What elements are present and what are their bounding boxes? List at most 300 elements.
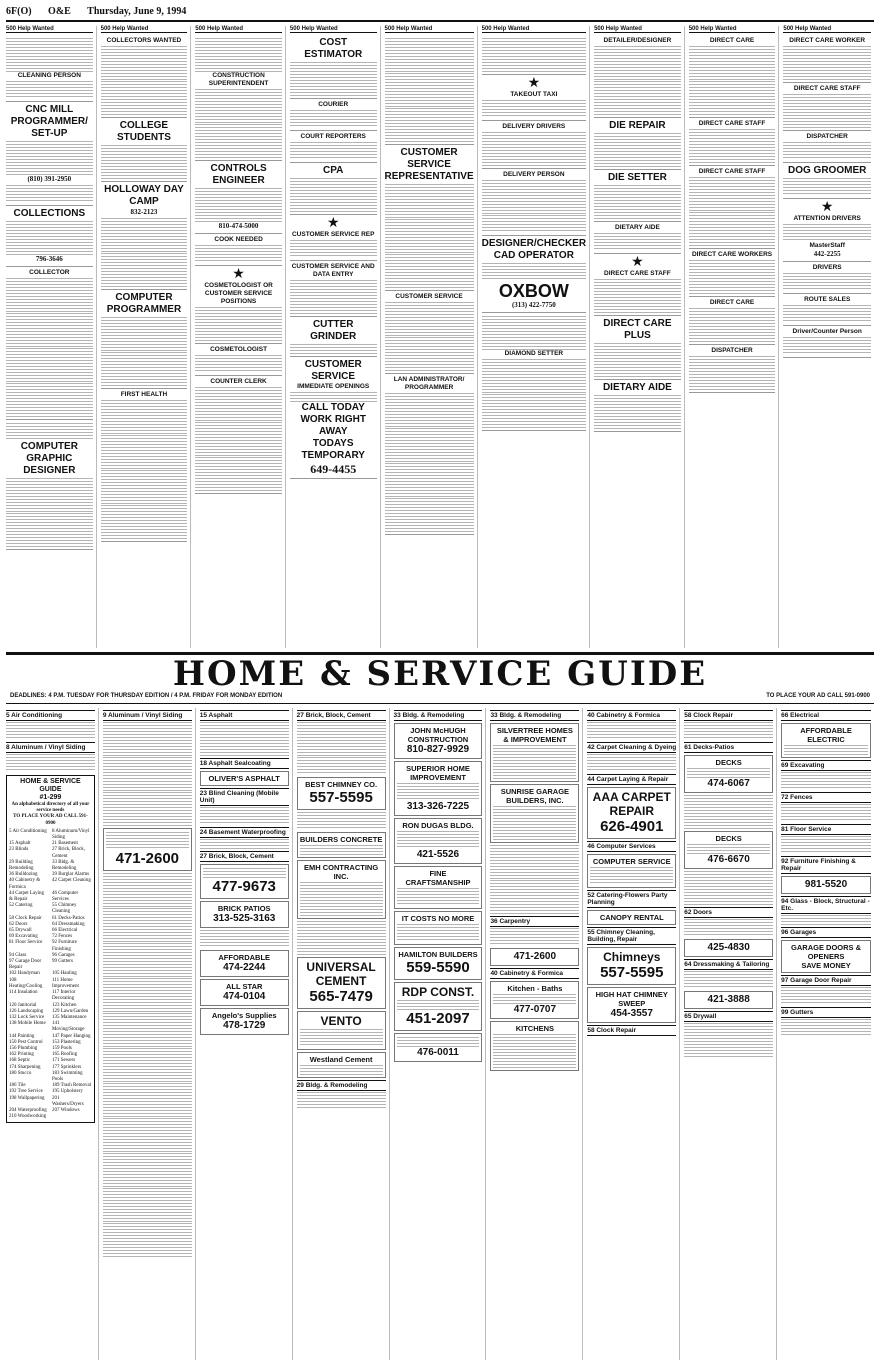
ad-title: COLLECTORS WANTED: [106, 37, 182, 44]
index-item: 195 Upholstery: [51, 1089, 83, 1095]
ad-name: IT COSTS NO MORE: [401, 914, 475, 923]
ad-phone: 451-2097: [406, 1010, 470, 1027]
classified-ad: [594, 380, 681, 432]
service-ad: [781, 940, 871, 973]
index-item: 186 Tile: [9, 1083, 26, 1089]
guide-column-8: [684, 708, 777, 1360]
help-wanted-column-2: [101, 26, 192, 648]
section-heading: 42 Carpet Cleaning & Dyeing: [587, 744, 677, 751]
ad-title: Driver/Counter Person: [792, 328, 862, 335]
help-wanted-column-6: [482, 26, 590, 648]
index-subtitle: An alphabetical directory of all your service needs: [11, 802, 90, 814]
classified-ad: [594, 222, 681, 254]
classified-ad: [689, 297, 776, 345]
service-ad: [394, 947, 483, 980]
ad-phone: 559-5590: [406, 959, 470, 976]
section-heading: 55 Chimney Cleaning, Building, Repair: [587, 927, 676, 945]
classified-ad: [195, 234, 282, 266]
index-item: 27 Brick, Block, Cement: [51, 847, 85, 859]
classified-ad: [594, 35, 681, 118]
ad-name: SAVE MONEY: [801, 961, 851, 970]
index-item: 162 Printing: [9, 1052, 34, 1058]
ad-name: Westland Cement: [309, 1055, 373, 1064]
index-item: 201 Washers/Dryers: [51, 1095, 84, 1107]
classified-ad: [482, 75, 586, 121]
ad-phone: 471-2600: [115, 850, 180, 867]
service-ad: [684, 831, 773, 869]
help-wanted-column-8: [689, 26, 780, 648]
help-wanted-column-3: [195, 26, 286, 648]
ad-phone: (810) 391-2950: [27, 175, 72, 183]
classified-ad: [195, 376, 282, 494]
ad-title: DIETARY AIDE: [615, 224, 660, 231]
index-item: 156 Plumbing: [9, 1045, 38, 1051]
ad-title: IMMEDIATE OPENINGS: [297, 383, 370, 390]
index-item: 171 Sewers: [51, 1058, 76, 1064]
index-item: 183 Swimming Pools: [51, 1070, 83, 1082]
ad-phone: 313-326-7225: [406, 801, 470, 812]
star-icon: ★: [232, 267, 245, 282]
index-item: 105 Hauling: [51, 971, 77, 977]
index-item: 141 Moving/Storage: [51, 1021, 85, 1033]
service-ad: [297, 777, 386, 810]
classified-ad: [6, 35, 93, 102]
index-item: 126 Landscaping: [9, 1008, 44, 1014]
index-item: 165 Roofing: [51, 1052, 78, 1058]
service-ad: [394, 723, 483, 759]
classified-ad: [594, 118, 681, 170]
service-ad: [200, 950, 289, 977]
service-ad: [587, 787, 676, 839]
index-item: 111 Home Improvement: [51, 977, 79, 989]
star-icon: ★: [820, 200, 834, 215]
classified-ad: [195, 344, 282, 376]
ad-title: CONTROLS ENGINEER: [210, 163, 267, 186]
ad-title: LAN ADMINISTRATOR/ PROGRAMMER: [393, 376, 465, 391]
paper-name: O&E: [48, 6, 71, 17]
service-guide-section: [6, 708, 874, 1360]
ad-phone: 476-6670: [707, 854, 750, 865]
ad-title: CNC MILL PROGRAMMER/ SET-UP: [10, 104, 88, 139]
service-ad: [394, 982, 483, 1031]
index-item: 144 Painting: [9, 1033, 35, 1039]
section-heading: 33 Bldg. & Remodeling: [490, 710, 579, 721]
ad-name: DECKS: [715, 758, 742, 767]
service-ad: [297, 957, 386, 1009]
ad-title: OXBOW: [498, 281, 569, 301]
index-item: 21 Basement: [51, 841, 78, 847]
ad-phone: 471-2600: [513, 951, 557, 962]
ad-title: DIRECT CARE STAFF: [698, 168, 766, 175]
ad-name: Chimneys: [603, 950, 661, 964]
classified-ad: [6, 102, 93, 206]
ad-name: BEST CHIMNEY CO.: [305, 780, 378, 789]
section-heading: 27 Brick, Block, Cement: [297, 710, 386, 721]
ad-phone: 474-6067: [707, 778, 750, 789]
index-item: 108 Heating/Cooling: [9, 977, 43, 989]
ad-name: SILVERTREE HOMES & IMPROVEMENT: [496, 726, 573, 744]
service-ad: [394, 761, 483, 816]
ad-title: COURT REPORTERS: [300, 133, 366, 140]
ad-title: CUSTOMER SERVICE: [304, 359, 362, 382]
ad-title: DETAILER/DESIGNER: [603, 37, 672, 44]
service-ad: [200, 771, 289, 786]
ad-name: ALL STAR: [226, 982, 263, 991]
index-item: 132 Lock Service: [9, 1014, 45, 1020]
section-heading: 18 Asphalt Sealcoating: [200, 758, 289, 769]
banner-title: HOME & SERVICE GUIDE: [172, 654, 708, 694]
index-item: 120 Janitorial: [9, 1002, 37, 1008]
ad-name: GARAGE DOORS & OPENERS: [791, 943, 862, 961]
service-ad: [200, 1008, 289, 1035]
section-heading: 92 Furniture Finishing & Repair: [781, 856, 871, 874]
index-item: 96 Garages: [51, 952, 75, 958]
index-title: HOME & SERVICE GUIDE: [20, 778, 81, 793]
ad-name: OLIVER'S ASPHALT: [208, 774, 280, 783]
service-ad: [297, 1011, 386, 1050]
service-ad: [394, 911, 483, 945]
classified-ad: [783, 35, 871, 83]
service-ad: [490, 1021, 579, 1071]
index-item: 72 Fences: [51, 934, 73, 940]
service-ad: [587, 987, 676, 1023]
ad-title: ROUTE SALES: [804, 296, 851, 303]
ad-title: TAKEOUT TAXI: [510, 91, 558, 98]
section-heading: 36 Carpentry: [490, 916, 579, 927]
classified-ad: [783, 131, 871, 163]
classified-ad: [482, 313, 586, 431]
index-item: 192 Tree Service: [9, 1089, 43, 1095]
ad-title: DIRECT CARE STAFF: [793, 85, 861, 92]
classified-ad: [6, 206, 93, 267]
ad-title: CPA: [323, 165, 344, 176]
ad-name: UNIVERSAL CEMENT: [306, 960, 376, 988]
classified-ad: [594, 254, 681, 316]
ad-title: COURIER: [318, 101, 349, 108]
index-item: 44 Carpet Laying & Repair: [9, 890, 44, 903]
index-item: 40 Cabinetry & Formica: [9, 878, 41, 890]
classified-ad: [689, 118, 776, 166]
ad-name: JOHN McHUGH CONSTRUCTION: [407, 726, 469, 744]
service-ad: [587, 854, 676, 888]
ad-phone: 478-1729: [223, 1020, 266, 1031]
ad-title: COUNTER CLERK: [210, 378, 267, 385]
deadlines-text: DEADLINES: 4 P.M. TUESDAY FOR THURSDAY EDITION / 4 P.M. FRIDAY FOR MONDAY EDITION: [10, 693, 283, 699]
star-icon: ★: [527, 76, 541, 91]
ad-title: CUSTOMER SERVICE REP: [291, 231, 375, 238]
help-wanted-column-5: [385, 26, 478, 648]
ad-title: DISPATCHER: [806, 133, 848, 140]
service-ad: [781, 723, 871, 758]
ad-phone: 626-4901: [600, 818, 664, 835]
help-wanted-column-9: [783, 26, 874, 648]
ad-phone: 421-3888: [707, 994, 750, 1005]
ad-phone: 442-2255: [813, 250, 841, 258]
column-heading: 500 Help Wanted: [101, 26, 188, 33]
section-heading: 58 Clock Repair: [587, 1025, 676, 1036]
index-item: 39 Burglar Alarms: [51, 872, 90, 878]
classified-ad: [290, 163, 377, 215]
ad-phone: 796-3646: [35, 255, 63, 263]
ad-title: COSMETOLOGIST: [210, 346, 268, 353]
classified-ad: [689, 166, 776, 249]
ad-phone: 474-2244: [223, 962, 266, 973]
classified-ad: [482, 35, 586, 75]
index-item: 198 Wallpapering: [9, 1095, 45, 1101]
ad-name: DECKS: [715, 834, 742, 843]
ad-title: DOG GROOMER: [788, 165, 867, 176]
service-ad: [684, 991, 773, 1009]
ad-phone: 649-4455: [310, 462, 357, 476]
ad-title: TODAYS TEMPORARY: [301, 438, 365, 461]
ad-title: COST ESTIMATOR: [304, 37, 363, 60]
ad-name: AFFORDABLE ELECTRIC: [800, 726, 852, 744]
index-item: 189 Trash Removal: [51, 1083, 92, 1089]
classified-ad: [689, 35, 776, 118]
ad-phone: 425-4830: [707, 942, 750, 953]
section-heading: 15 Asphalt: [200, 710, 289, 721]
classified-ad: [290, 357, 377, 479]
section-heading: 44 Carpet Laying & Repair: [587, 774, 676, 785]
ad-phone: 832-2123: [130, 208, 158, 216]
index-item: 177 Sprinklers: [51, 1064, 82, 1070]
guide-column-3: [200, 708, 293, 1360]
classified-ad: [783, 163, 871, 199]
ad-phone: 477-0707: [513, 1004, 557, 1015]
section-heading: 29 Bldg. & Remodeling: [297, 1080, 386, 1091]
ad-title: COOK NEEDED: [214, 236, 263, 243]
section-heading: 5 Air Conditioning: [6, 710, 95, 721]
service-ad: [297, 860, 386, 919]
ad-name: AFFORDABLE: [218, 953, 271, 962]
ad-title: COLLECTOR: [29, 269, 70, 276]
help-wanted-column-4: [290, 26, 381, 648]
section-heading: 65 Drywall: [684, 1011, 773, 1022]
ad-phone: 981-5520: [804, 879, 848, 890]
service-ad: [684, 939, 773, 957]
service-ad: [587, 947, 676, 985]
ad-title: COSMETOLOGIST OR CUSTOMER SERVICE POSITIONS: [204, 282, 273, 305]
index-item: 64 Dressmaking: [51, 921, 85, 927]
classified-ad: [101, 182, 188, 290]
index-item: 174 Sharpening: [9, 1064, 41, 1070]
ad-name: CANOPY RENTAL: [599, 913, 664, 922]
index-item: 135 Maintenance: [51, 1014, 87, 1020]
classified-ad: [290, 317, 377, 357]
ad-name: SUPERIOR HOME IMPROVEMENT: [406, 764, 470, 782]
ad-title: DESIGNER/CHECKER CAD OPERATOR: [481, 238, 587, 261]
ad-phone: 565-7479: [309, 988, 373, 1005]
index-item: 36 Bulldozing: [9, 872, 38, 878]
section-heading: 46 Computer Services: [587, 841, 676, 852]
ad-title: FIRST HEALTH: [120, 391, 168, 398]
index-item: 147 Paper Hanging: [51, 1033, 91, 1039]
guide-column-6: [490, 708, 583, 1360]
classified-ad: [290, 35, 377, 99]
service-ad: [200, 979, 289, 1006]
ad-title: CLEANING PERSON: [17, 72, 81, 79]
index-item: 204 Waterproofing: [9, 1107, 47, 1113]
guide-column-9: [781, 708, 874, 1360]
index-item: 92 Furniture Finishing: [51, 940, 77, 952]
classified-ad: [6, 267, 93, 420]
index-item: 117 Interior Decorating: [51, 990, 76, 1002]
help-wanted-column-7: [594, 26, 685, 648]
ad-phone: (313) 422-7750: [511, 301, 556, 309]
section-heading: 27 Brick, Block, Cement: [200, 851, 289, 862]
guide-column-2: [103, 708, 196, 1360]
ad-name: BRICK PATIOS: [217, 904, 271, 913]
ad-name: EMH CONTRACTING INC.: [304, 863, 379, 881]
ad-title: DIRECT CARE STAFF: [698, 120, 766, 127]
index-item: 62 Doors: [9, 921, 28, 927]
ad-title: DELIVERY DRIVERS: [502, 123, 566, 130]
help-wanted-section: [6, 26, 874, 648]
classified-ad: [385, 291, 474, 374]
index-item: 8 Aluminum/Vinyl Siding: [51, 828, 90, 841]
classified-ad: [594, 170, 681, 222]
index-item: 153 Plastering: [51, 1039, 81, 1045]
ad-name: SUNRISE GARAGE BUILDERS, INC.: [500, 787, 570, 805]
service-ad: [200, 864, 289, 899]
index-item: 207 Windows: [51, 1107, 80, 1113]
ad-title: DIRECT CARE: [709, 37, 755, 44]
ad-name: BUILDERS CONCRETE: [299, 835, 383, 844]
classified-ad: [482, 236, 586, 313]
ad-name: AAA CARPET REPAIR: [592, 790, 671, 818]
ad-phone: 454-3557: [610, 1008, 653, 1019]
section-heading: 52 Catering-Flowers Party Planning: [587, 890, 676, 908]
service-ad: [781, 876, 871, 894]
service-ad: [103, 828, 192, 871]
index-item: 114 Insulation: [9, 990, 38, 996]
ad-title: COMPUTER PROGRAMMER: [106, 292, 182, 315]
section-heading: 8 Aluminum / Vinyl Siding: [6, 742, 95, 753]
index-code: #1-299: [39, 794, 62, 801]
section-heading: 33 Bldg. & Remodeling: [394, 710, 483, 721]
index-item: 94 Glass: [9, 952, 27, 958]
ad-name: COMPUTER SERVICE: [592, 857, 671, 866]
service-ad: [394, 818, 483, 864]
classified-ad: [783, 294, 871, 326]
column-heading: 500 Help Wanted: [195, 26, 282, 33]
ad-title: CUSTOMER SERVICE: [395, 293, 463, 300]
guide-column-5: [394, 708, 487, 1360]
section-heading: 64 Dressmaking & Tailoring: [684, 959, 773, 970]
classified-ad: [594, 316, 681, 380]
index-item: 159 Pools: [51, 1045, 72, 1051]
ad-phone: 557-5595: [600, 964, 664, 981]
index-item: 33 Bldg. & Remodeling: [51, 859, 77, 872]
ad-title: DISPATCHER: [711, 347, 753, 354]
index-item: 15 Asphalt: [9, 841, 31, 847]
column-heading: 500 Help Wanted: [6, 26, 93, 33]
column-heading: 500 Help Wanted: [594, 26, 681, 33]
index-item: 52 Catering: [9, 903, 33, 909]
section-heading: 61 Decks-Patios: [684, 742, 773, 753]
index-item: 138 Mobile Home: [9, 1021, 46, 1027]
section-heading: 62 Doors: [684, 907, 773, 918]
section-heading: 23 Blind Cleaning (Mobile Unit): [200, 788, 289, 806]
ad-phone: 476-0011: [417, 1047, 459, 1058]
classified-ad: [385, 374, 474, 535]
section-heading: 58 Clock Repair: [684, 710, 773, 721]
index-item: 65 Drywall: [9, 928, 32, 934]
ad-phone: 810-474-5000: [218, 222, 259, 230]
ad-title: DELIVERY PERSON: [503, 171, 565, 178]
index-list: [9, 829, 92, 1121]
classified-ad: [783, 262, 871, 294]
classified-ad: [385, 35, 474, 145]
classified-ad: [6, 420, 93, 550]
ad-title: DIAMOND SETTER: [504, 350, 564, 357]
index-item: 81 Floor Service: [9, 940, 43, 946]
service-ad: [394, 1033, 483, 1062]
ad-name: RDP CONST.: [401, 985, 475, 999]
service-ad: [684, 755, 773, 793]
ad-name: KITCHENS: [515, 1024, 555, 1033]
section-heading: 24 Basement Waterproofing: [200, 827, 289, 838]
index-item: 58 Clock Repair: [9, 915, 42, 921]
ad-title: DIRECT CARE: [709, 299, 755, 306]
place-ad-text: TO PLACE YOUR AD CALL 591-0900: [766, 693, 870, 699]
ad-title: COLLECTIONS: [13, 208, 86, 219]
classified-ad: [482, 121, 586, 169]
ad-name: HIGH HAT CHIMNEY SWEEP: [595, 990, 668, 1008]
ad-title: CUSTOMER SERVICE REPRESENTATIVE: [384, 147, 474, 182]
index-item: 46 Computer Services: [51, 890, 79, 903]
classified-ad: [195, 161, 282, 234]
index-item: 168 Septic: [9, 1058, 31, 1064]
ad-title: DIRECT CARE WORKER: [789, 37, 866, 44]
column-heading: 500 Help Wanted: [385, 26, 474, 33]
classified-ad: [101, 389, 188, 542]
classified-ad: [783, 83, 871, 131]
section-heading: 40 Cabinetry & Formica: [587, 710, 676, 721]
ad-title: DIRECT CARE PLUS: [603, 318, 672, 341]
classified-ad: [195, 35, 282, 161]
classified-ad: [290, 99, 377, 131]
star-icon: ★: [631, 255, 644, 270]
classified-ad: [783, 199, 871, 262]
home-service-guide-banner: [6, 652, 874, 704]
ad-name: VENTO: [320, 1014, 362, 1028]
ad-title: COMPUTER GRAPHIC DESIGNER: [20, 441, 78, 476]
page-masthead: [6, 6, 874, 22]
service-ad: [587, 910, 676, 925]
service-ad: [200, 901, 289, 928]
index-item: 23 Blinds: [9, 847, 29, 853]
ad-title: DIE SETTER: [607, 172, 667, 183]
classified-ad: [482, 169, 586, 236]
ad-name: Kitchen - Baths: [507, 984, 563, 993]
classified-ad: [101, 118, 188, 182]
index-item: 210 Woodworking: [9, 1114, 47, 1120]
ad-phone: 421-5526: [416, 849, 460, 860]
ad-title: DIE REPAIR: [609, 120, 666, 131]
index-item: 5 Air Conditioning: [9, 828, 47, 834]
help-wanted-column-1: [6, 26, 97, 648]
section-heading: 72 Fences: [781, 792, 871, 803]
ad-title: CUTTER GRINDER: [310, 319, 357, 342]
guide-column-1: [6, 708, 99, 1360]
ad-title: DIRECT CARE STAFF: [604, 270, 671, 277]
ad-title: MasterStaff: [809, 242, 845, 249]
ad-title: CONSTRUCTION SUPERINTENDENT: [208, 72, 269, 87]
ad-title: DIRECT CARE WORKERS: [691, 251, 773, 258]
ad-phone: 477-9673: [212, 878, 276, 895]
page-number: 6F(O): [6, 6, 32, 17]
